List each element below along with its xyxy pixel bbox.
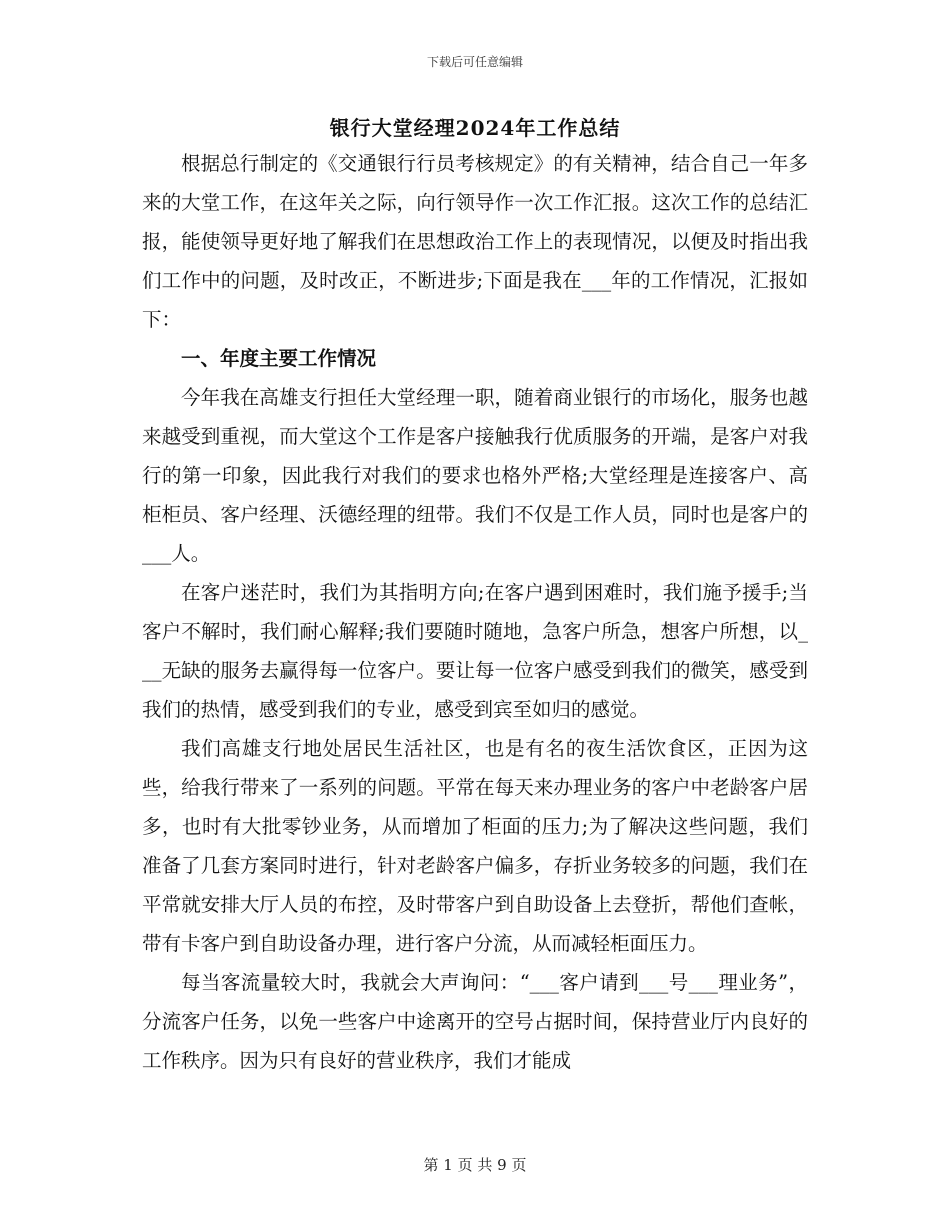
paragraph-branch: 我们高雄支行地处居民生活社区，也是有名的夜生活饮食区，正因为这些，给我行带来了一系列的问题。平常在每天来办理业务的客户中老龄客户居多，也时有大批零钞业务，从而增加了柜面的压力;为了解决这些问题，我们准备了几套方案同时进行，针对老龄客户偏多，存折业务较多的问题，我们在平常就安排大厅人员的布控，及时带客户到自助设备上去登折，帮他们查帐，带有卡客户到自助设备办理，进行客户分流，从而减轻柜面压力。 [142,737,808,955]
paragraph-intro: 根据总行制定的《交通银行行员考核规定》的有关精神，结合自己一年多来的大堂工作，在这年关之际，向行领导作一次工作汇报。这次工作的总结汇报，能使领导更好地了解我们在思想政治工作上的表现情况，以便及时指出我们工作中的问题，及时改正，不断进步;下面是我在___年的工作情况，汇报如下： [142,152,808,331]
paragraph-service: 在客户迷茫时，我们为其指明方向;在客户遇到困难时，我们施予援手;当客户不解时，我们耐心解释;我们要随时随地，急客户所急，想客户所想，以___无缺的服务去赢得每一位客户。要让每一位客户感受到我们的微笑，感受到我们的热情，感受到我们的专业，感受到宾至如归的感觉。 [142,581,808,721]
header-note: 下载后可任意编辑 [426,55,523,69]
paragraph-role: 今年我在高雄支行担任大堂经理一职，随着商业银行的市场化，服务也越来越受到重视，而大堂这个工作是客户接触我行优质服务的开端，是客户对我行的第一印象，因此我行对我们的要求也格外严格;大堂经理是连接客户、高柜柜员、客户经理、沃德经理的纽带。我们不仅是工作人员，同时也是客户的___人。 [142,386,808,565]
document-title: 银行大堂经理2024年工作总结 [329,116,621,140]
section-heading: 一、年度主要工作情况 [181,347,377,370]
page-footer: 第 1 页 共 9 页 [423,1156,527,1174]
document-body [142,144,808,1080]
paragraph-traffic: 每当客流量较大时，我就会大声询问：“___客户请到___号___理业务”，分流客户任务，以免一些客户中途离开的空号占据时间，保持营业厅内良好的工作秩序。因为只有良好的营业秩序，我们才能成 [142,971,808,1072]
